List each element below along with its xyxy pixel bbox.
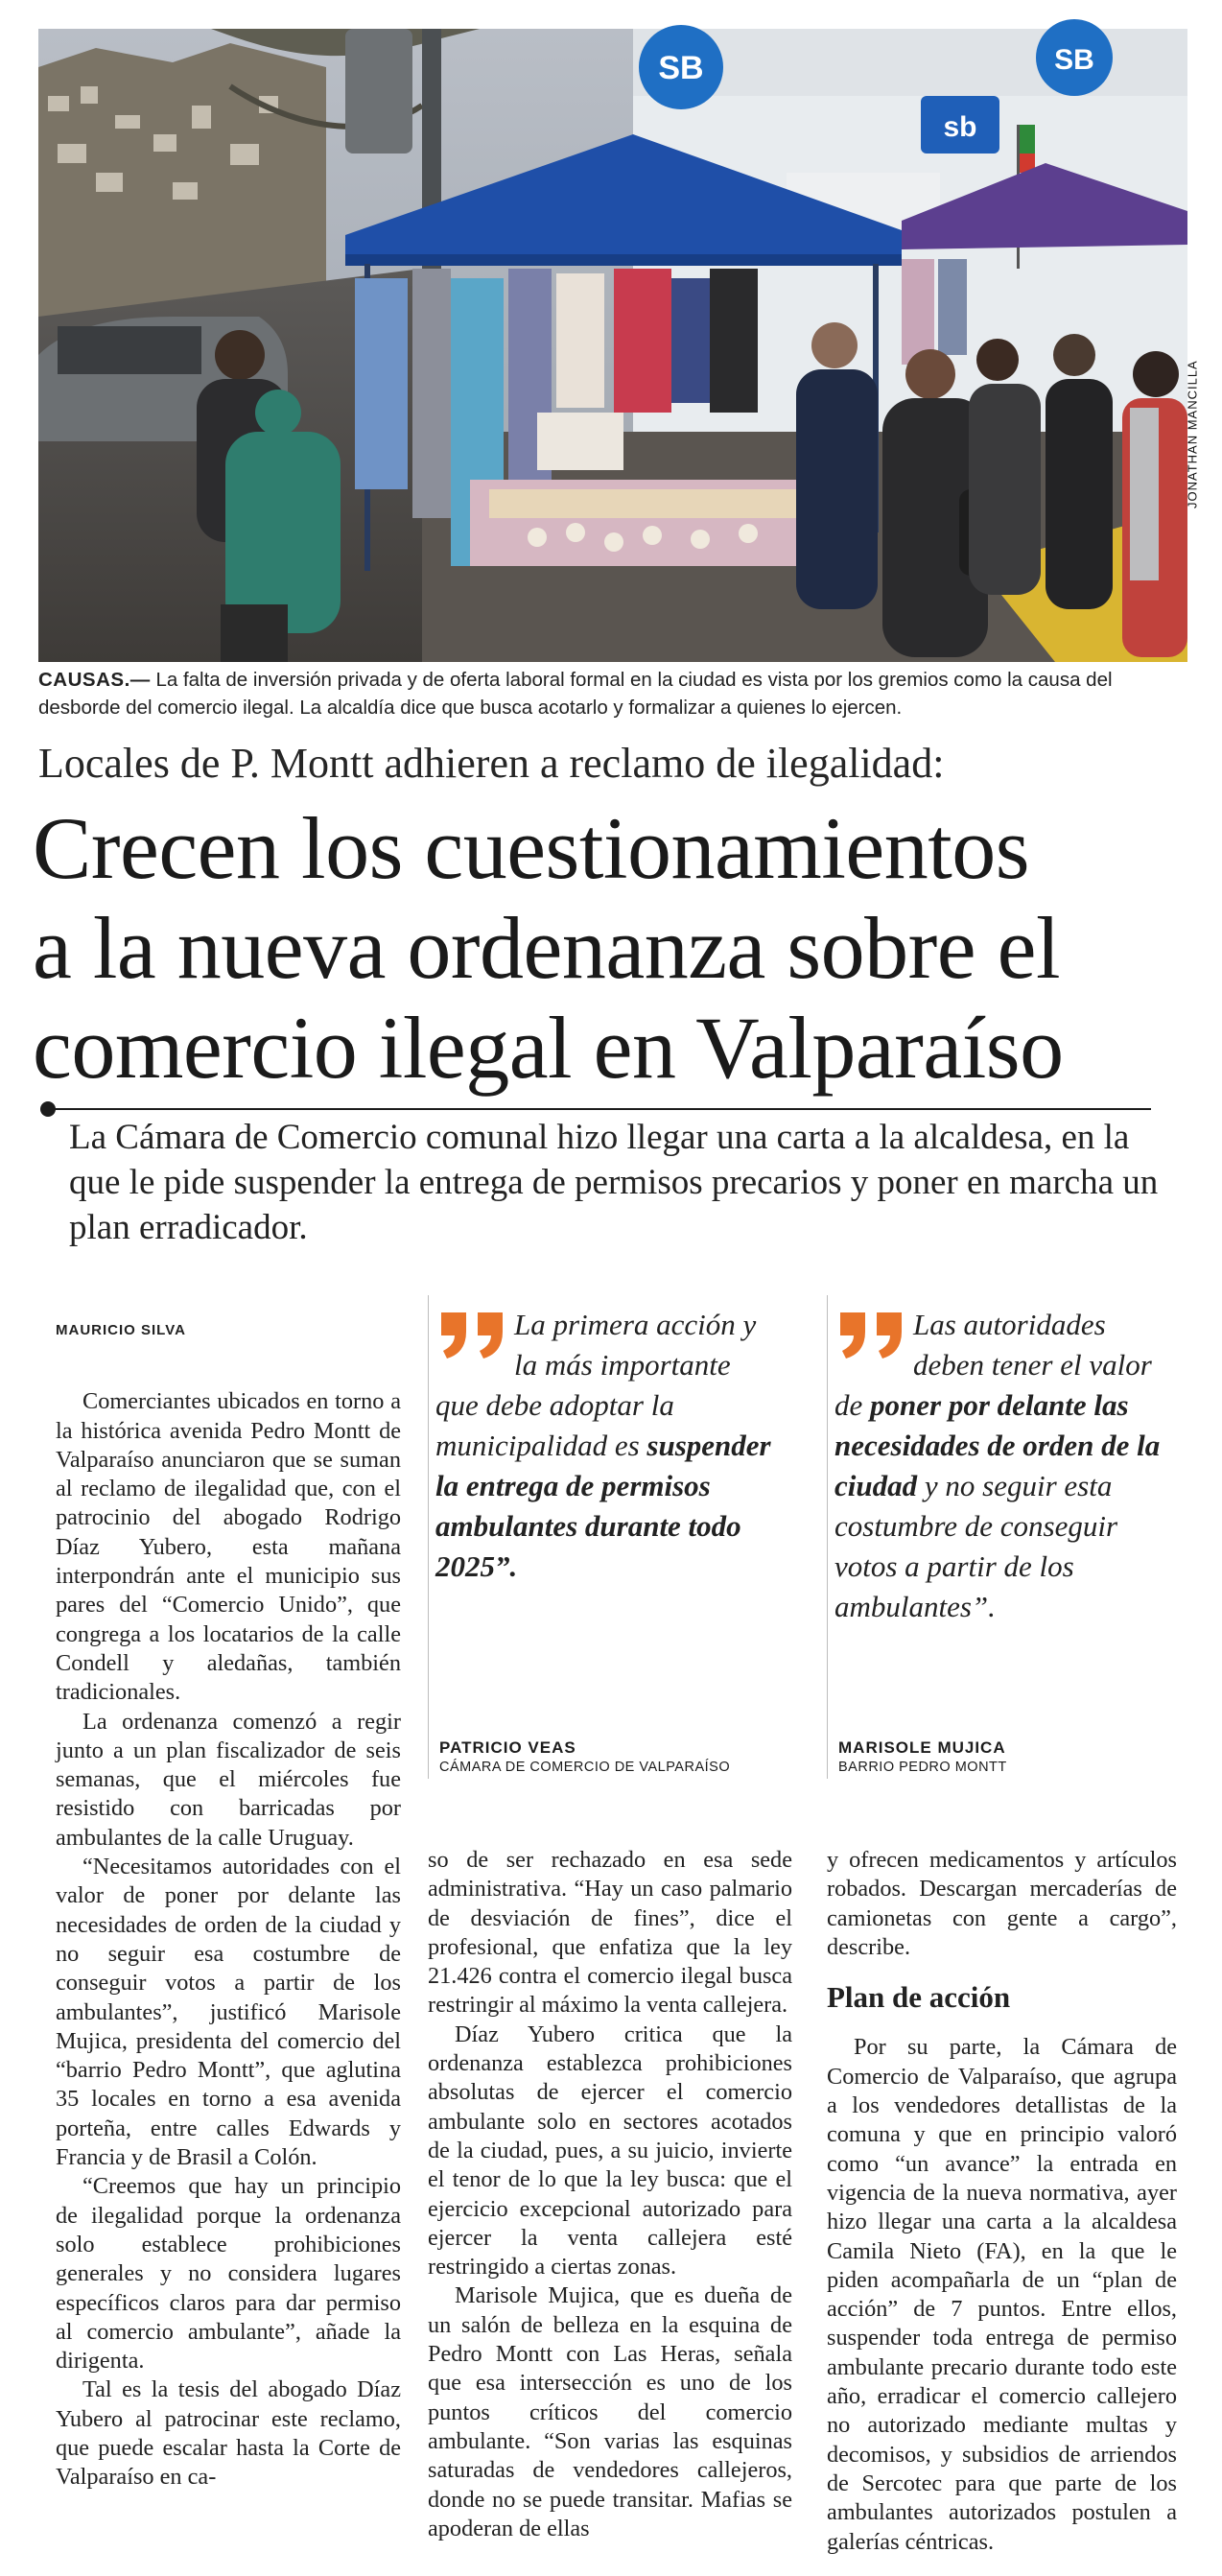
rule-dot (40, 1101, 56, 1117)
article-column-3 (827, 1846, 1177, 2557)
headline-line: Crecen los cuestionamientos (33, 799, 1030, 897)
news-photo (38, 29, 1200, 662)
paragraph: so de ser rechazado en esa sede administrativa. “Hay un caso palmario de desviación de fines”, dice el profesional, que enfatiza que la ley 21.426 contra el comercio ilegal busca restringir al máximo la venta callejera. (428, 1847, 792, 2019)
quote-name: PATRICIO VEAS (439, 1738, 576, 1757)
quote-attribution (439, 1738, 730, 1775)
quote-text: Las autoridades deben tener el valor de (834, 1308, 1152, 1422)
quote-org: BARRIO PEDRO MONTT (838, 1760, 1007, 1775)
quote-text: La primera acción y la más importante que debe adoptar la municipalidad es (435, 1308, 757, 1462)
article-column-1 (56, 1316, 401, 2493)
quote-attribution (838, 1738, 1007, 1775)
quote-org: CÁMARA DE COMERCIO DE VALPARAÍSO (439, 1760, 731, 1775)
paragraph: Díaz Yubero critica que la ordenanza establezca prohibiciones absolutas de ejercer el comercio ambulante solo en sectores acotados de la ciudad, pues, a su juicio, invierte el tenor de lo que la ley busca: que el ejercicio excepcional autorizado para ejercer la venta callejera esté restringido a ciertas zonas. (428, 2021, 792, 2281)
quote-name: MARISOLE MUJICA (838, 1738, 1006, 1757)
street-market-photo (38, 29, 1187, 662)
quote-text: y no seguir esta costumbre de conseguir votos a partir de los ambulantes”. (834, 1469, 1118, 1623)
subheading: Plan de acción (827, 1980, 1011, 2015)
paragraph: Tal es la tesis del abogado Díaz Yubero al patrocinar este reclamo, que puede escalar hasta la Corte de Valparaíso en ca- (56, 2376, 401, 2491)
store-sign: sb (943, 111, 977, 143)
paragraph: La ordenanza comenzó a regir junto a un plan fiscalizador de seis semanas, que el miércoles fue resistido con barricadas por ambulantes de la calle Uruguay. (56, 1708, 401, 1851)
caption-text: La falta de inversión privada y de oferta laboral formal en la ciudad es vista por los gremios como la causa del desborde del comercio ilegal. La alcaldía dice que busca acotarlo y formalizar a quienes lo ejercen. (38, 669, 1113, 719)
quote-emphasis: poner por delante las necesidades de orden de la ciudad (834, 1388, 1161, 1502)
quote-mark-icon (834, 1309, 905, 1360)
paragraph: Marisole Mujica, que es dueña de un salón de belleza en la esquina de Pedro Montt con Las Heras, señala que esa intersección es uno de los puntos críticos del comercio ambulante. “Son varias las esquinas saturadas de vendedores callejeros, donde no se puede transitar. Mafias se apoderan de ellas (428, 2282, 792, 2541)
quote-emphasis: suspender la entrega de permisos ambulantes durante todo 2025”. (435, 1429, 771, 1583)
paragraph: y ofrecen medicamentos y artículos robados. Descargan mercaderías de camionetas con gente a cargo”, describe. (827, 1847, 1177, 1960)
article-column-2 (428, 1846, 792, 2543)
paragraph: Comerciantes ubicados en torno a la histórica avenida Pedro Montt de Valparaíso anunciaron que se suman al reclamo de ilegalidad que, con el patrocinio del abogado Rodrigo Díaz Yubero, esta mañana interpondrán ante el municipio sus pares del “Comercio Unido”, que congrega a los locatarios de la calle Condell y aledañas, también tradicionales. (56, 1388, 401, 1706)
headline (33, 798, 1193, 1098)
paragraph: “Creemos que hay un principio de ilegalidad porque la ordenanza solo establece prohibiciones generales y no considera lugares específicos claros para dar permiso al comercio ambulante”, añade la dirigenta. (56, 2173, 401, 2375)
store-sign: SB (658, 50, 704, 86)
store-sign: SB (1054, 44, 1094, 76)
headline-rule (48, 1108, 1151, 1110)
caption-lead: CAUSAS.— (38, 669, 151, 691)
pull-quote-mujica (834, 1305, 1180, 1627)
quote-border (827, 1295, 828, 1779)
headline-line: a la nueva ordenanza sobre el (33, 899, 1061, 997)
paragraph: Por su parte, la Cámara de Comercio de Valparaíso, que agrupa a los vendedores detallistas de la comuna y que en principio valoró como “un avance” la entrada en vigencia de la nueva normativa, ayer hizo llegar una carta a la alcaldesa Camila Nieto (FA), en la que le piden acompañarla de un “plan de acción” de 7 puntos. Entre ellos, suspender toda entrega de permiso ambulante precario durante todo este año, erradicar el comercio callejero no autorizado mediante multas y decomisos, y subsidios de arriendos de Sercotec para que parte de los ambulantes autorizados postulen a galerías céntricas. (827, 2034, 1177, 2555)
headline-line: comercio ilegal en Valparaíso (33, 999, 1064, 1097)
paragraph: “Necesitamos autoridades con el valor de poner por delante las necesidades de orden de la ciudad y no seguir esa costumbre de conseguir votos a partir de los ambulantes”, justificó Marisole Mujica, presidenta del comercio del “barrio Pedro Montt”, que aglutina 35 locales en torno a esa avenida porteña, entre calles Edwards y Francia y de Brasil a Colón. (56, 1854, 401, 2171)
byline: MAURICIO SILVA (56, 1322, 186, 1338)
photo-caption (38, 666, 1187, 721)
quote-border (428, 1295, 429, 1779)
deck: La Cámara de Comercio comunal hizo llegar una carta a la alcaldesa, en la que le pide suspender la entrega de permisos precarios y poner en marcha un plan erradicador. (69, 1118, 1159, 1247)
pull-quote-veas (435, 1305, 781, 1587)
photo-credit: JONATHAN MANCILLA (1186, 360, 1200, 508)
kicker: Locales de P. Montt adhieren a reclamo de ilegalidad: (38, 740, 945, 787)
quote-mark-icon (435, 1309, 506, 1360)
